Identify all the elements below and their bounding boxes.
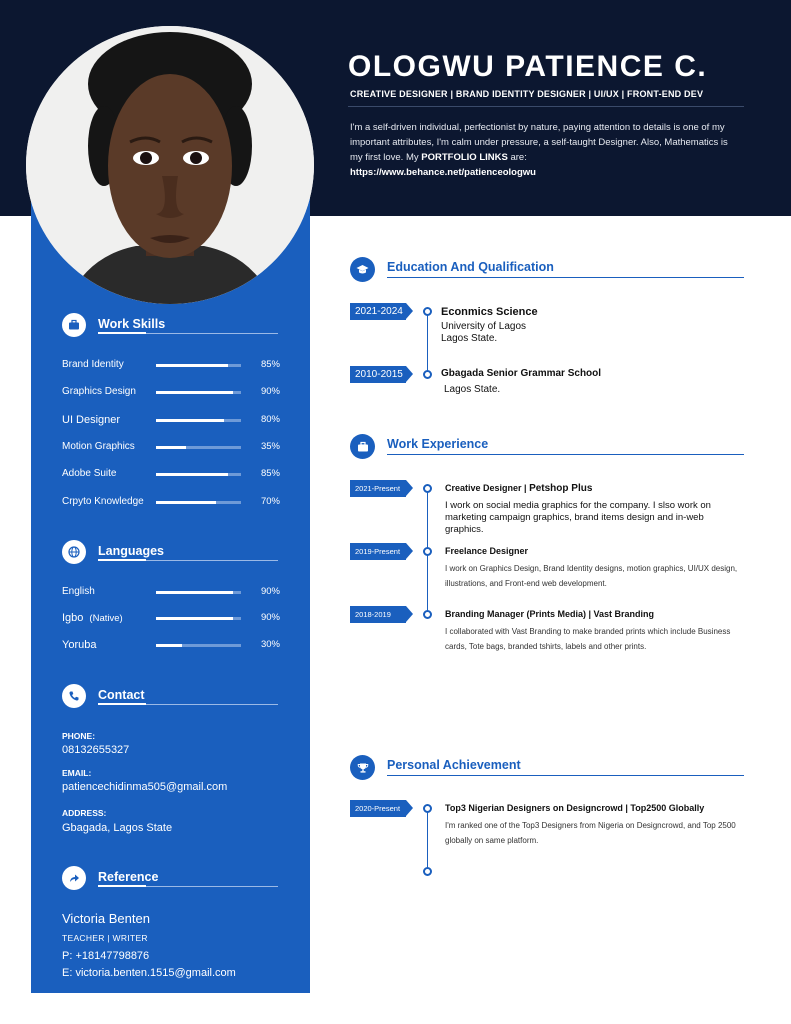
- education-entry-line: Lagos State.: [444, 384, 501, 395]
- experience-entry-title: Branding Manager (Prints Media) | Vast Branding: [445, 609, 655, 619]
- reference-title: Reference: [98, 870, 159, 884]
- phone-value[interactable]: 08132655327: [62, 744, 130, 756]
- language-bar-fill: [156, 644, 182, 647]
- reference-email[interactable]: E: victoria.benten.1515@gmail.com: [62, 967, 236, 979]
- bio-text: I'm a self-driven individual, perfectionist by nature, paying attention to details is one of my important attributes, I'm calm under pressure, a self-taught Designer. Also, Mathematics is my first love. My: [350, 122, 728, 163]
- work-skills-title: Work Skills: [98, 317, 166, 331]
- language-label: English: [62, 586, 95, 597]
- section-rule: [387, 277, 744, 278]
- section-rule: [387, 775, 744, 776]
- language-name: Igbo: [62, 612, 84, 624]
- contact-title: Contact: [98, 688, 145, 702]
- language-bar-track: [156, 617, 241, 620]
- language-percent: 90%: [260, 612, 280, 623]
- skill-percent: 85%: [260, 468, 280, 479]
- phone-label: PHONE:: [62, 731, 96, 741]
- timeline-line: [427, 312, 428, 376]
- skill-row: [62, 385, 280, 401]
- skill-bar-track: [156, 473, 241, 476]
- experience-title: Work Experience: [387, 437, 489, 451]
- timeline-dot: [423, 610, 432, 619]
- email-value[interactable]: patiencechidinma505@gmail.com: [62, 781, 228, 793]
- phone-icon: [62, 684, 86, 708]
- language-bar-fill: [156, 591, 233, 594]
- experience-entry-desc: I work on Graphics Design, Brand Identity designs, motion graphics, UI/UX design, illustrations, and Front-end web development.: [445, 564, 738, 588]
- experience-company: Petshop Plus: [529, 483, 593, 494]
- language-note: (Native): [89, 613, 123, 624]
- date-tag: 2010-2015: [350, 366, 406, 383]
- skill-bar-fill: [156, 391, 233, 394]
- language-bar-fill: [156, 617, 233, 620]
- skill-label: Motion Graphics: [62, 441, 135, 452]
- language-row: [62, 611, 280, 627]
- skill-bar-fill: [156, 501, 216, 504]
- skill-label: UI Designer: [62, 414, 121, 426]
- skill-row: [62, 467, 280, 483]
- portrait-illustration: [26, 26, 314, 304]
- skill-row: [62, 440, 280, 456]
- skill-label: Brand Identity: [62, 359, 124, 370]
- timeline-line: [427, 808, 428, 872]
- section-rule-accent: [98, 703, 146, 705]
- date-tag: 2018-2019: [350, 606, 406, 623]
- language-row: [62, 585, 280, 601]
- languages-title: Languages: [98, 544, 164, 558]
- skill-percent: 35%: [260, 441, 280, 452]
- date-tag: 2021-Present: [350, 480, 406, 497]
- language-percent: 90%: [260, 586, 280, 597]
- skill-bar-fill: [156, 446, 186, 449]
- date-tag: 2021-2024: [350, 303, 406, 320]
- skill-bar-fill: [156, 473, 228, 476]
- experience-entry-title: [445, 483, 592, 494]
- education-entry-line: University of Lagos: [441, 321, 527, 332]
- skill-percent: 80%: [260, 414, 280, 425]
- reference-phone[interactable]: P: +18147798876: [62, 950, 150, 962]
- bio-paragraph: [350, 120, 730, 180]
- language-percent: 30%: [260, 639, 280, 650]
- section-rule-accent: [98, 885, 146, 887]
- bio-after: are:: [507, 152, 527, 163]
- skill-bar-track: [156, 391, 241, 394]
- education-entry-line: Lagos State.: [441, 333, 498, 344]
- timeline-dot: [423, 547, 432, 556]
- timeline-dot: [423, 484, 432, 493]
- experience-entry-desc: I collaborated with Vast Branding to make branded prints which include Business cards, Tote bags, branded tshirts, labels and other prints.: [445, 627, 731, 651]
- reference-role: TEACHER | WRITER: [62, 933, 148, 943]
- reference-name: Victoria Benten: [62, 911, 150, 926]
- skill-bar-track: [156, 501, 241, 504]
- skill-row: [62, 358, 280, 374]
- role-titles: CREATIVE DESIGNER | BRAND IDENTITY DESIGNER | UI/UX | FRONT-END DEV: [350, 89, 704, 99]
- experience-role: Creative Designer |: [445, 483, 530, 493]
- applicant-name: OLOGWU PATIENCE C.: [348, 50, 708, 83]
- skill-label: Crpyto Knowledge: [62, 496, 144, 507]
- skill-bar-fill: [156, 419, 224, 422]
- section-rule-accent: [98, 559, 146, 561]
- achievement-entry-title: Top3 Nigerian Designers on Designcrowd | Top2500 Globally: [445, 803, 705, 813]
- experience-entry-title: Freelance Designer: [445, 546, 529, 556]
- trophy-icon: [350, 755, 375, 780]
- skill-bar-track: [156, 364, 241, 367]
- date-tag: 2020-Present: [350, 800, 406, 817]
- graduation-cap-icon: [350, 257, 375, 282]
- skill-label: Adobe Suite: [62, 468, 117, 479]
- language-bar-track: [156, 591, 241, 594]
- bio-portfolio-label: PORTFOLIO LINKS: [421, 152, 508, 163]
- header-divider: [348, 106, 744, 107]
- date-tag: 2019-Present: [350, 543, 406, 560]
- email-label: EMAIL:: [62, 768, 92, 778]
- language-label: [62, 612, 123, 624]
- share-icon: [62, 866, 86, 890]
- timeline-dot: [423, 867, 432, 876]
- portfolio-link[interactable]: https://www.behance.net/patienceologwu: [350, 167, 536, 178]
- profile-photo: [26, 26, 314, 304]
- skill-percent: 85%: [260, 359, 280, 370]
- address-value: Gbagada, Lagos State: [62, 822, 173, 834]
- section-rule-accent: [98, 332, 146, 334]
- skill-bar-track: [156, 446, 241, 449]
- education-entry-title: Gbagada Senior Grammar School: [441, 368, 602, 379]
- skill-percent: 70%: [260, 496, 280, 507]
- education-entry-title: Econmics Science: [441, 306, 538, 318]
- skill-row: [62, 413, 280, 429]
- globe-icon: [62, 540, 86, 564]
- timeline-dot: [423, 370, 432, 379]
- address-label: ADDRESS:: [62, 808, 107, 818]
- timeline-dot: [423, 307, 432, 316]
- language-bar-track: [156, 644, 241, 647]
- skill-bar-fill: [156, 364, 228, 367]
- achievement-entry-desc: I'm ranked one of the Top3 Designers from Nigeria on Designcrowd, and Top 2500 globally on same platform.: [445, 821, 736, 845]
- skill-bar-track: [156, 419, 241, 422]
- timeline-dot: [423, 804, 432, 813]
- achievement-title: Personal Achievement: [387, 758, 521, 772]
- experience-entry-desc: I work on social media graphics for the company. I slso work on marketing campaign graphics, brand items design and in-web graphics.: [445, 500, 711, 535]
- language-row: [62, 638, 280, 654]
- language-label: Yoruba: [62, 639, 97, 651]
- briefcase-icon: [350, 434, 375, 459]
- education-title: Education And Qualification: [387, 260, 554, 274]
- briefcase-icon: [62, 313, 86, 337]
- skill-row: [62, 495, 280, 511]
- skill-label: Graphics Design: [62, 386, 136, 397]
- skill-percent: 90%: [260, 386, 280, 397]
- section-rule: [387, 454, 744, 455]
